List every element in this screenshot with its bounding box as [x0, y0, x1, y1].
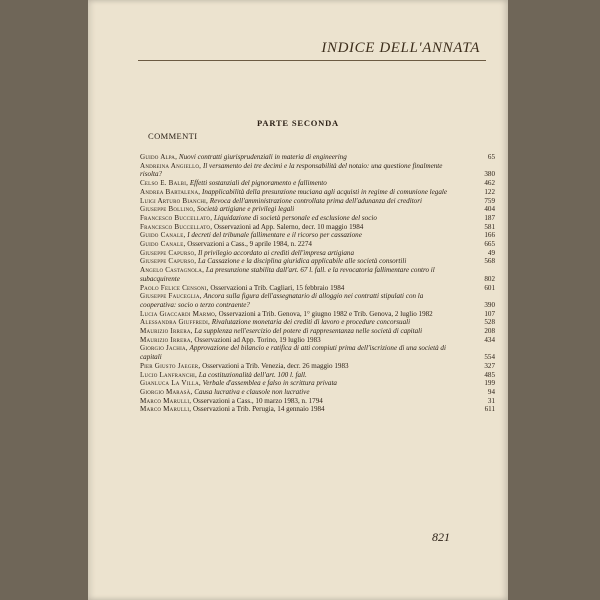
entry-author: Guido Alpa, — [140, 153, 178, 161]
entry-author: Giuseppe Capurso, — [140, 257, 197, 266]
entry-author: Pier Giusto Jaeger, — [140, 361, 201, 370]
index-entry — [140, 318, 495, 327]
index-entry — [140, 310, 495, 319]
entry-page-number: 49 — [487, 248, 495, 257]
entry-title: Verbale d'assemblea e falso in scrittura privata — [202, 379, 337, 388]
entry-author: Giuseppe Capurso, — [140, 248, 197, 257]
entry-title: Ancora sulla figura dell'assegnatario di alloggio nei contratti stipulati con la cooperativa: socio o terzo contraente? — [140, 292, 424, 309]
entry-title: La Cassazione e la disciplina giuridica applicabile alle società consortili — [198, 257, 407, 266]
entry-reference: Osservazioni ad App. Torino, 19 luglio 1983 — [194, 335, 321, 344]
entry-author: Maurizio Irrera, — [140, 327, 193, 336]
entry-page-number: 581 — [484, 222, 495, 231]
header-rule — [138, 60, 486, 61]
entry-page-number: 611 — [484, 405, 495, 414]
index-entry — [140, 188, 495, 197]
entry-reference: Osservazioni a Trib. Venezia, decr. 26 maggio 1983 — [202, 361, 349, 370]
section-title: PARTE SECONDA — [257, 118, 339, 128]
entry-page-number: 802 — [484, 274, 495, 283]
entry-page-number: 404 — [484, 205, 495, 214]
entry-title: Nuovi contratti giurisprudenziali in materia di engineering — [178, 153, 347, 161]
entry-title: Causa lucrativa e clausole non lucrative — [194, 387, 310, 396]
index-entry — [140, 371, 495, 380]
entry-title: Liquidazione di società personale ed esclusione del socio — [213, 213, 377, 222]
section-subtitle: COMMENTI — [148, 131, 198, 141]
index-entries — [140, 153, 495, 414]
entry-author: Paolo Felice Censoni, — [140, 283, 209, 292]
index-entry — [140, 327, 495, 336]
index-entry — [140, 344, 495, 361]
entry-author: Francesco Buccellato, — [140, 213, 213, 222]
entry-page-number: 380 — [484, 170, 495, 179]
entry-page-number: 568 — [484, 257, 495, 266]
entry-page-number: 122 — [484, 187, 495, 196]
index-entry — [140, 231, 495, 240]
entry-author: Angelo Castagnola, — [140, 266, 205, 275]
index-entry — [140, 379, 495, 388]
index-entry — [140, 397, 495, 406]
entry-reference: Osservazioni a Trib. Perugia, 14 gennaio 1984 — [192, 405, 325, 414]
entry-author: Lucia Giaccardi Marmo, — [140, 309, 217, 318]
index-entry — [140, 388, 495, 397]
entry-author: Marco Marulli, — [140, 396, 192, 405]
entry-title: Il versamento dei tre decimi e la responsabilità del notaio: una questione finalmente risolta? — [140, 161, 443, 179]
index-entry — [140, 197, 495, 206]
entry-title: I decreti del tribunale fallimentare e il ricorso per cassazione — [187, 231, 362, 240]
entry-reference: Osservazioni a Cass., 10 marzo 1983, n. 1794 — [192, 396, 323, 405]
entry-author: Lucio Lanfranchi, — [140, 370, 198, 379]
index-entry — [140, 405, 495, 414]
entry-page-number: 208 — [484, 327, 495, 336]
entry-reference: Osservazioni ad App. Salerno, decr. 10 maggio 1984 — [213, 222, 364, 231]
entry-page-number: 554 — [484, 353, 495, 362]
book-page — [88, 0, 508, 600]
index-entry — [140, 214, 495, 223]
entry-page-number: 528 — [484, 318, 495, 327]
entry-author: Giuseppe Fauceglia, — [140, 292, 202, 301]
entry-author: Andreina Angiello, — [140, 161, 202, 170]
entry-reference: Osservazioni a Trib. Genova, 1° giugno 1982 e Trib. Genova, 2 luglio 1982 — [218, 309, 433, 318]
entry-author: Alessandra Giuffredi, — [140, 318, 210, 327]
entry-author: Giorgio Marasà, — [140, 387, 193, 396]
index-entry — [140, 240, 495, 249]
entry-title: La costituzionalità dell'art. 100 l. fall. — [198, 370, 307, 379]
entry-author: Giuseppe Bollino, — [140, 205, 196, 214]
entry-page-number: 187 — [484, 213, 495, 222]
entry-author: Celso E. Balbi, — [140, 179, 189, 188]
index-entry — [140, 284, 495, 293]
entry-title: Effetti sostanziali del pignoramento e fallimento — [189, 179, 327, 188]
entry-title: Revoca dell'amministrazione controllata prima dell'adunanza dei creditori — [209, 196, 422, 205]
entry-page-number: 462 — [484, 179, 495, 188]
entry-author: Maurizio Irrera, — [140, 335, 193, 344]
entry-page-number: 327 — [484, 361, 495, 370]
entry-page-number: 31 — [487, 396, 495, 405]
index-entry — [140, 266, 495, 283]
entry-author: Giorgio Jachia, — [140, 344, 188, 353]
index-entry — [140, 205, 495, 214]
running-header: INDICE DELL'ANNATA — [321, 40, 480, 56]
entry-page-number: 199 — [484, 379, 495, 388]
entry-page-number: 485 — [484, 370, 495, 379]
entry-author: Luigi Arturo Bianchi, — [140, 196, 209, 205]
entry-title: Rivalutazione monetaria dei crediti di lavoro e procedure concorsuali — [211, 318, 411, 327]
entry-reference: Osservazioni a Cass., 9 aprile 1984, n. 2274 — [187, 240, 312, 249]
entry-author: Gianluca La Villa, — [140, 379, 201, 388]
entry-page-number: 390 — [484, 300, 495, 309]
entry-title: La supplenza nell'esercizio del potere di rappresentanza nelle società di capitali — [194, 327, 423, 336]
entry-author: Marco Marulli, — [140, 405, 192, 414]
entry-page-number: 601 — [484, 283, 495, 292]
index-entry — [140, 362, 495, 371]
entry-author: Francesco Buccellato, — [140, 222, 213, 231]
entry-author: Guido Canale, — [140, 240, 186, 249]
index-entry — [140, 249, 495, 258]
entry-page-number: 65 — [487, 153, 495, 161]
index-entry — [140, 162, 495, 179]
index-entry — [140, 257, 495, 266]
entry-author: Andrea Bartalena, — [140, 187, 201, 196]
entry-author: Guido Canale, — [140, 231, 186, 240]
entry-title: Inapplicabilità della presunzione muciana agli acquisti in regime di comunione legale — [202, 187, 448, 196]
index-entry — [140, 223, 495, 232]
entry-title: La presunzione stabilita dall'art. 67 l. fall. e la revocatoria fallimentare contro il subacquirente — [140, 266, 435, 283]
index-entry — [140, 153, 495, 162]
entry-page-number: 665 — [484, 240, 495, 249]
entry-title: Società artigiane e privilegi legali — [196, 205, 295, 214]
entry-title: Il privilegio accordato ai crediti dell'impresa artigiana — [198, 248, 355, 257]
entry-reference: Osservazioni a Trib. Cagliari, 15 febbraio 1984 — [210, 283, 345, 292]
entry-page-number: 759 — [484, 196, 495, 205]
entry-title: Approvazione del bilancio e ratifica di atti compiuti prima dell'iscrizione di una società di capitali — [140, 344, 446, 362]
index-entry — [140, 336, 495, 345]
entry-page-number: 107 — [484, 309, 495, 318]
page-number: 821 — [432, 530, 450, 544]
entry-page-number: 94 — [487, 387, 495, 396]
entry-page-number: 434 — [484, 335, 495, 344]
index-entry — [140, 179, 495, 188]
index-entry — [140, 292, 495, 309]
entry-page-number: 166 — [484, 231, 495, 240]
